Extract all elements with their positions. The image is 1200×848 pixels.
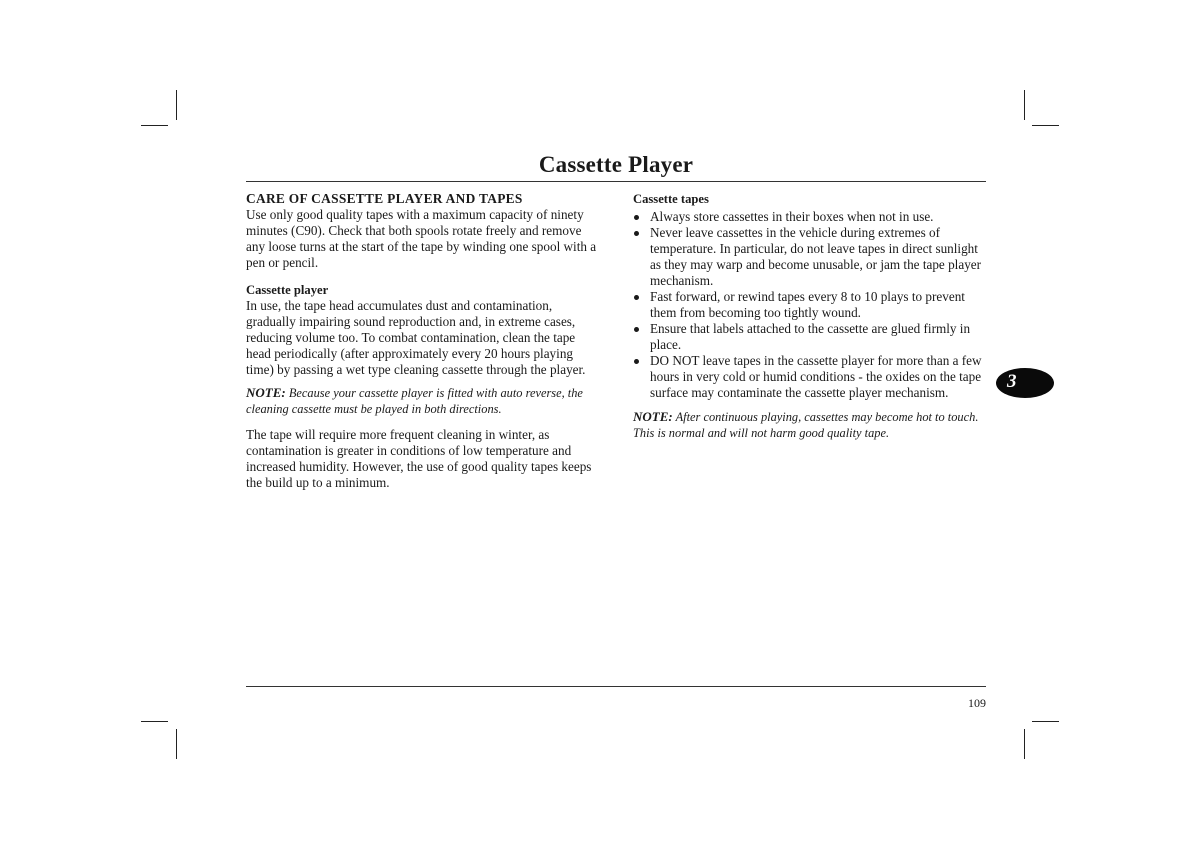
bullet-icon (634, 215, 639, 220)
footer-rule (246, 686, 986, 687)
section-tab (996, 368, 1054, 398)
winter-paragraph: The tape will require more frequent cleaning in winter, as contamination is greater in conditions of low temperature and increased humidity. However, the use of good quality tapes keeps the build up to a minimum. (246, 427, 592, 490)
hot-tape-note (633, 409, 986, 441)
note-label: NOTE: (246, 385, 286, 400)
left-column (246, 191, 600, 491)
list-item: Ensure that labels attached to the cassette are glued firmly in place. (633, 321, 986, 353)
bullet-icon (634, 295, 639, 300)
page-number: 109 (968, 696, 986, 710)
intro-paragraph: Use only good quality tapes with a maximum capacity of ninety minutes (C90). Check that both spools rotate freely and remove any loose turns at the start of the tape by winding one spool with a pen or pencil. (246, 207, 597, 270)
list-item: Never leave cassettes in the vehicle during extremes of temperature. In particular, do not leave tapes in direct sunlight as they may warp and become unusable, or jam the tape player mechanism. (633, 225, 986, 289)
auto-reverse-note (246, 385, 600, 417)
crop-mark-top-left-vertical (176, 90, 177, 120)
note-label: NOTE: (633, 409, 673, 424)
cassette-player-heading: Cassette player (246, 283, 329, 297)
cassette-player-paragraph: In use, the tape head accumulates dust and contamination, gradually impairing sound reproduction and, in extreme cases, reducing volume too. To combat contamination, clean the tape head periodically (after approximately every 20 hours playing time) by passing a wet type cleaning cassette through the player. (246, 298, 586, 377)
tape-care-list (633, 209, 986, 401)
crop-mark-top-left-horizontal (141, 125, 168, 126)
crop-mark-bottom-right-horizontal (1032, 721, 1059, 722)
crop-mark-bottom-right-vertical (1024, 729, 1025, 759)
crop-mark-bottom-left-vertical (176, 729, 177, 759)
crop-mark-top-right-horizontal (1032, 125, 1059, 126)
section-number: 3 (1007, 371, 1017, 392)
right-column (633, 191, 986, 441)
crop-mark-top-right-vertical (1024, 90, 1025, 120)
cassette-tapes-heading: Cassette tapes (633, 192, 709, 206)
header-rule (246, 181, 986, 182)
bullet-icon (634, 327, 639, 332)
note-text: Because your cassette player is fitted with auto reverse, the cleaning cassette must be played in both directions. (246, 386, 583, 416)
list-item: Fast forward, or rewind tapes every 8 to 10 plays to prevent them from becoming too tightly wound. (633, 289, 986, 321)
bullet-icon (634, 359, 639, 364)
list-item: Always store cassettes in their boxes when not in use. (633, 209, 986, 225)
list-item: DO NOT leave tapes in the cassette player for more than a few hours in very cold or humid conditions - the oxides on the tape surface may contaminate the cassette player mechanism. (633, 353, 986, 401)
section-heading: CARE OF CASSETTE PLAYER AND TAPES (246, 191, 523, 206)
bullet-icon (634, 231, 639, 236)
page-title: Cassette Player (538, 152, 694, 177)
crop-mark-bottom-left-horizontal (141, 721, 168, 722)
note-text: After continuous playing, cassettes may become hot to touch. This is normal and will not harm good quality tape. (633, 410, 979, 440)
